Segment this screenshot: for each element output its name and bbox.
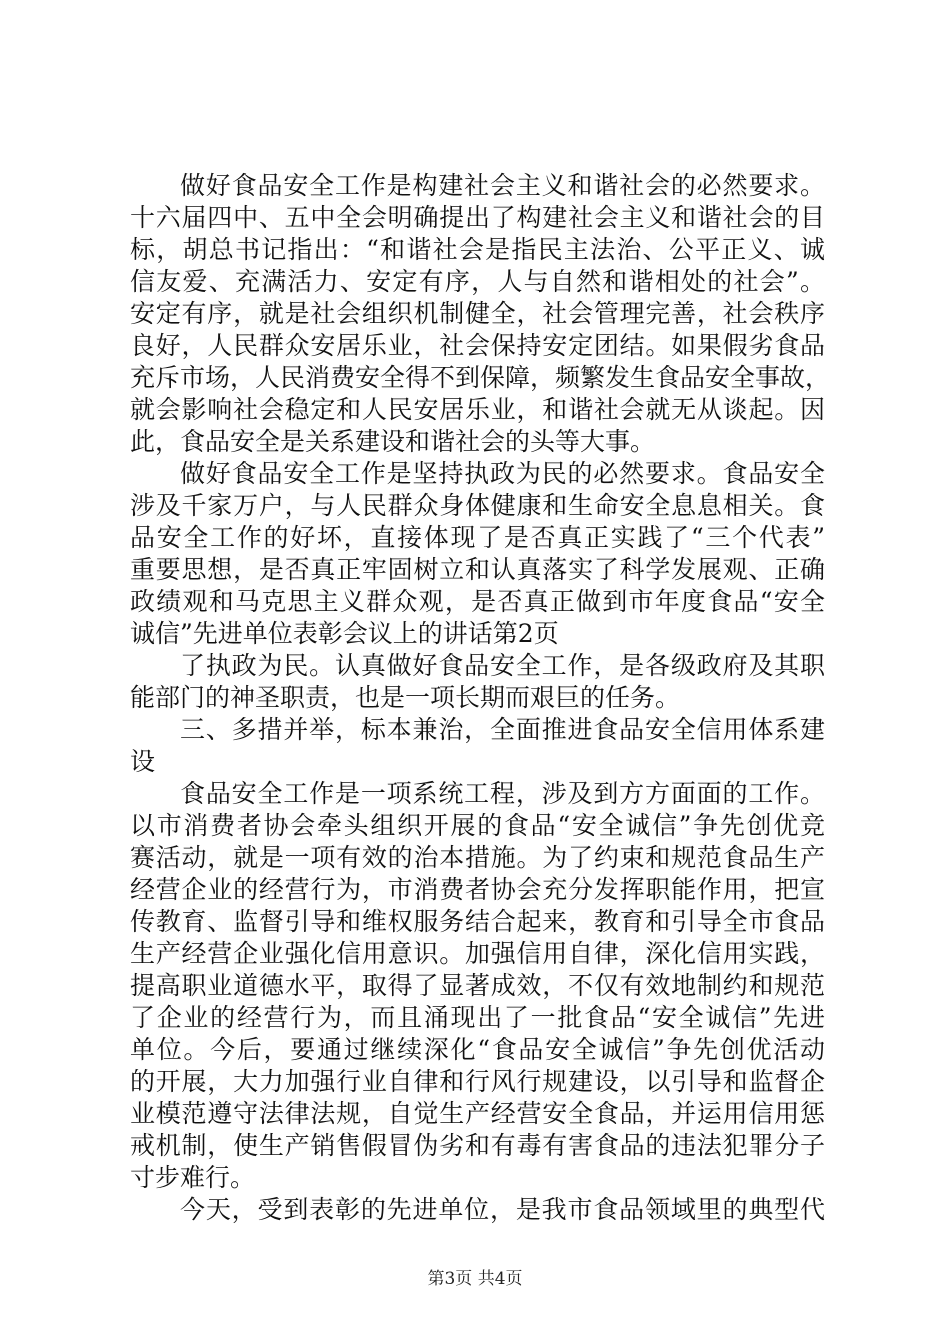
text-line: 政绩观和马克思主义群众观，是否真正做到市年度食品“安全 <box>130 587 825 616</box>
text-line: 诚信”先进单位表彰会议上的讲话第2页 <box>130 619 559 648</box>
text-line: 的开展，大力加强行业自律和行风行规建设，以引导和监督企 <box>130 1067 825 1096</box>
text-line: 今天，受到表彰的先进单位，是我市食品领域里的典型代 <box>180 1195 825 1224</box>
text-line: 了企业的经营行为，而且涌现出了一批食品“安全诚信”先进 <box>130 1003 825 1032</box>
text-line: 能部门的神圣职责，也是一项长期而艰巨的任务。 <box>130 683 681 712</box>
text-line: 了执政为民。认真做好食品安全工作，是各级政府及其职 <box>180 651 825 680</box>
text-line: 安定有序，就是社会组织机制健全，社会管理完善，社会秩序 <box>130 299 825 328</box>
text-line: 经营企业的经营行为，市消费者协会充分发挥职能作用，把宣 <box>130 875 825 904</box>
text-line: 十六届四中、五中全会明确提出了构建社会主义和谐社会的目 <box>130 203 825 232</box>
text-line: 涉及千家万户，与人民群众身体健康和生命安全息息相关。食 <box>130 491 825 520</box>
text-line: 单位。今后，要通过继续深化“食品安全诚信”争先创优活动 <box>130 1035 825 1064</box>
text-line: 做好食品安全工作是构建社会主义和谐社会的必然要求。 <box>180 171 825 200</box>
text-line: 戒机制，使生产销售假冒伪劣和有毒有害食品的违法犯罪分子 <box>130 1131 825 1160</box>
text-line: 以市消费者协会牵头组织开展的食品“安全诚信”争先创优竞 <box>130 811 825 840</box>
text-line: 此，食品安全是关系建设和谐社会的头等大事。 <box>130 427 656 456</box>
text-line: 充斥市场，人民消费安全得不到保障，频繁发生食品安全事故， <box>130 363 831 392</box>
text-line: 赛活动，就是一项有效的治本措施。为了约束和规范食品生产 <box>130 843 825 872</box>
text-line: 信友爱、充满活力、安定有序，人与自然和谐相处的社会”。 <box>130 267 825 296</box>
document-body <box>130 170 831 1226</box>
text-line: 业模范遵守法律法规，自觉生产经营安全食品，并运用信用惩 <box>130 1099 825 1128</box>
text-line: 就会影响社会稳定和人民安居乐业，和谐社会就无从谈起。因 <box>130 395 825 424</box>
text-line: 三、多措并举，标本兼治，全面推进食品安全信用体系建 <box>180 715 825 744</box>
text-line: 传教育、监督引导和维权服务结合起来，教育和引导全市食品 <box>130 907 825 936</box>
text-line: 食品安全工作是一项系统工程，涉及到方方面面的工作。 <box>180 779 825 808</box>
page-footer: 第3页 共4页 <box>427 1269 523 1289</box>
text-line: 提高职业道德水平，取得了显著成效，不仅有效地制约和规范 <box>130 971 825 1000</box>
text-line: 生产经营企业强化信用意识。加强信用自律，深化信用实践， <box>130 939 825 968</box>
text-line: 寸步难行。 <box>130 1163 256 1192</box>
text-line: 标，胡总书记指出：“和谐社会是指民主法治、公平正义、诚 <box>130 235 825 264</box>
text-line: 重要思想，是否真正牢固树立和认真落实了科学发展观、正确 <box>130 555 825 584</box>
text-line: 品安全工作的好坏，直接体现了是否真正实践了“三个代表” <box>130 523 825 552</box>
text-line: 设 <box>130 747 156 776</box>
text-line: 良好，人民群众安居乐业，社会保持安定团结。如果假劣食品 <box>130 331 825 360</box>
text-line: 做好食品安全工作是坚持执政为民的必然要求。食品安全 <box>180 459 825 488</box>
